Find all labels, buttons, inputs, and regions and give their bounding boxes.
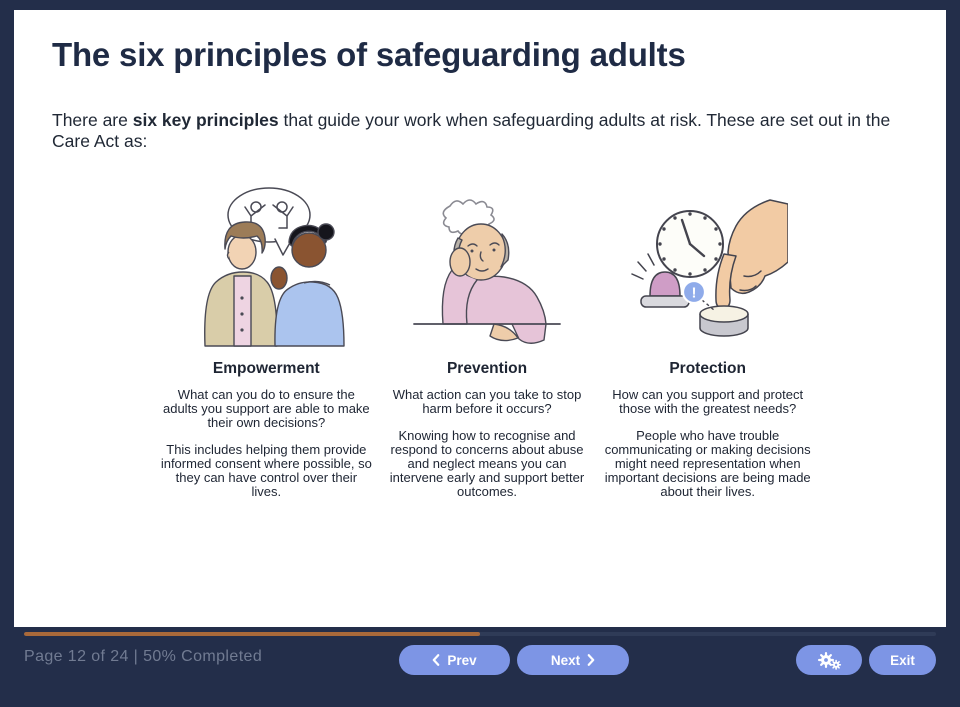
chevron-right-icon <box>587 654 595 666</box>
principle-paragraph: How can you support and protect those with the greatest needs? <box>612 387 804 417</box>
principle-heading: Empowerment <box>212 360 320 377</box>
principle-heading: Prevention <box>446 360 528 377</box>
principle-column-protection <box>597 178 818 499</box>
chevron-left-icon <box>432 654 440 666</box>
page-title: The six principles of safeguarding adults <box>52 36 686 73</box>
progress-bar-fill <box>24 632 480 636</box>
principle-heading: Protection <box>669 360 746 377</box>
principle-column-prevention <box>377 178 598 499</box>
principle-paragraph: What can you do to ensure the adults you support are able to make their own decisions? <box>162 387 370 431</box>
intro-bold-text: six key principles <box>132 110 279 130</box>
worried-elderly-man-illustration <box>381 178 594 348</box>
principle-paragraph: This includes helping them provide informed consent where possible, so they can have control over their lives. <box>160 442 372 500</box>
settings-gears-icon <box>816 650 842 671</box>
player-footer <box>0 627 960 707</box>
intro-text: There are <box>52 110 133 130</box>
svg-text:!: ! <box>691 284 697 302</box>
principle-paragraph: People who have trouble communicating or making decisions might need representation when important decisions are being made about their lives. <box>604 428 811 500</box>
exit-button-label: Exit <box>890 652 915 668</box>
prev-button-label: Prev <box>447 652 477 668</box>
progress-bar-track <box>24 632 936 636</box>
slide-content-card <box>14 10 946 627</box>
principles-row <box>156 178 818 499</box>
principle-paragraph: Knowing how to recognise and respond to concerns about abuse and neglect means you can intervene early and support better outcomes. <box>389 428 585 500</box>
two-people-talking-illustration <box>160 178 373 348</box>
settings-button[interactable] <box>796 645 862 675</box>
next-button-label: Next <box>550 652 581 668</box>
exit-button[interactable] <box>869 645 936 675</box>
intro-text: that guide your work when safeguarding adults at risk. These are set out in the Care Act as: <box>52 110 891 151</box>
prev-button[interactable] <box>399 645 510 675</box>
principle-paragraph: What action can you take to stop harm before it occurs? <box>392 387 582 417</box>
intro-paragraph <box>52 110 910 152</box>
next-button[interactable] <box>517 645 629 675</box>
page-status-text: Page 12 of 24 | 50% Completed <box>24 648 263 665</box>
principle-column-empowerment <box>156 178 377 499</box>
hand-pressing-alarm-button-illustration <box>601 178 814 348</box>
